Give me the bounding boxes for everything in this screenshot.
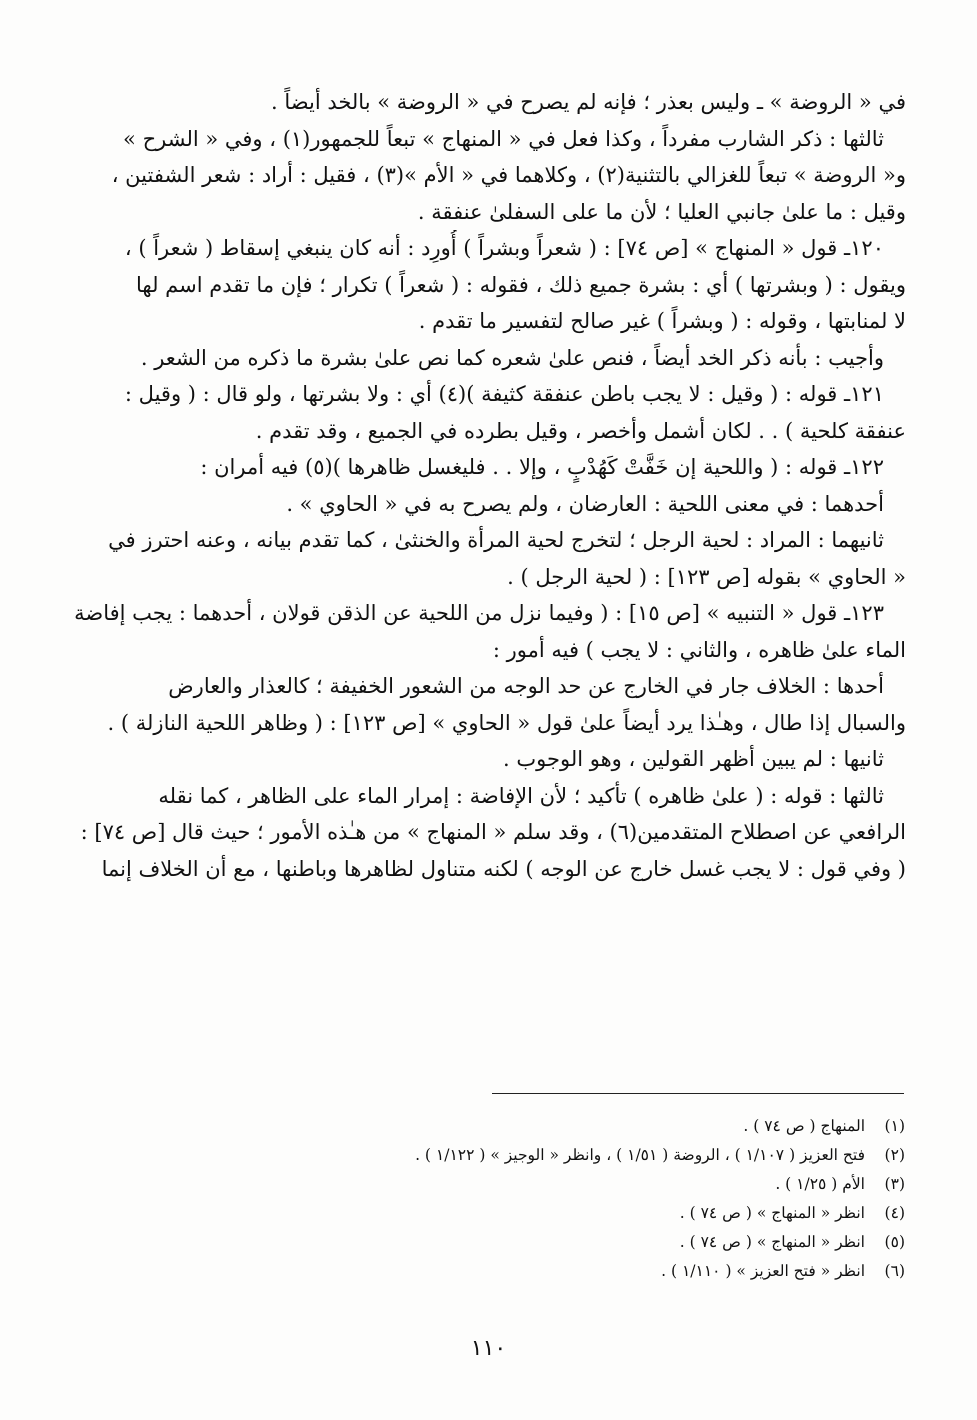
text-line: عنفقة كلحية ) . . لكان أشمل وأخصر ، وقيل بطرده في الجميع ، وقد تقدم . <box>255 418 906 443</box>
text-line: ويقول : ( وبشرتها ) أي : بشرة جميع ذلك ، فقوله : ( شعراً ) تكرار ؛ فإن ما تقدم اسم لها <box>136 272 906 297</box>
footnote-divider <box>492 1093 904 1094</box>
text-line: الماء علىٰ ظاهره ، والثاني : لا يجب ) فيه أمور : <box>492 637 906 662</box>
text-line: ١٢١ـ قوله : ( وقيل : لا يجب باطن عنفقة كثيفة )(٤) أي : ولا بشرتها ، ولو قال : ( وقيل : <box>124 382 884 406</box>
text-line: ( وفي قول : لا يجب غسل خارج عن الوجه ) لكنه متناول لظاهرها وباطنها ، مع أن الخلاف إنما <box>101 856 906 881</box>
main-text <box>70 84 906 887</box>
footnotes <box>255 1112 905 1286</box>
footnote-text: فتح العزيز ( ١/١٠٧ ) ، الروضة ( ١/٥١ ) ، وانظر « الوجيز » ( ١/١٢٢ ) . <box>415 1146 865 1164</box>
text-line: « الحاوي » بقوله [ص ١٢٣] : ( لحية الرجل ) . <box>507 564 906 589</box>
footnote <box>255 1141 905 1170</box>
text-line: ثانيها : لم يبين أظهر القولين ، وهو الوجوب . <box>503 747 884 771</box>
footnote <box>255 1228 905 1257</box>
footnote-text: انظر « المنهاج » ( ص ٧٤ ) . <box>679 1204 865 1222</box>
footnote-number: (٦) <box>884 1262 905 1280</box>
text-line: أحدها : الخلاف جار في الخارج عن حد الوجه من الشعور الخفيفة ؛ كالعذار والعارض <box>168 674 884 698</box>
footnote <box>255 1170 905 1199</box>
footnote-number: (٥) <box>884 1233 905 1251</box>
text-line: و« الروضة » تبعاً للغزالي بالتثنية(٢) ، وكلاهما في « الأم »(٣) ، فقيل : أراد : شعر الشفتين ، <box>111 163 906 187</box>
text-line: ١٢٣ـ قول « التنبيه » [ص ١٥] : ( وفيما نزل من اللحية عن الذقن قولان ، أحدهما : يجب إفاضة <box>74 601 884 625</box>
text-line: وأجيب : بأنه ذكر الخد أيضاً ، فنص علىٰ شعره كما نص علىٰ بشرة ما ذكره من الشعر . <box>140 345 884 370</box>
footnote-text: انظر « المنهاج » ( ص ٧٤ ) . <box>679 1233 865 1251</box>
text-line: الرافعي عن اصطلاح المتقدمين(٦) ، وقد سلم « المنهاج » من هـٰذه الأمور ؛ حيث قال [ص ٧٤] : <box>80 820 906 844</box>
text-line: ١٢٢ـ قوله : ( واللحية إن خَفَّتْ كَهُدْبٍ ، وإلا . . فليغسل ظاهرها )(٥) فيه أمران : <box>200 455 884 479</box>
text-line: ثانيهما : المراد : لحية الرجل ؛ لتخرج لحية المرأة والخنثىٰ ، كما تقدم بيانه ، وعنه احترز في <box>108 528 884 552</box>
footnote-number: (٣) <box>884 1175 905 1193</box>
footnote-text: الأم ( ١/٢٥ ) . <box>775 1175 865 1193</box>
text-line: ١٢٠ـ قول « المنهاج » [ص ٧٤] : ( شعراً وبشراً ) أُورِد : أنه كان ينبغي إسقاط ( شعراً ) ، <box>124 236 884 260</box>
footnote-text: المنهاج ( ص ٧٤ ) . <box>743 1117 865 1135</box>
text-line: والسبال إذا طال ، وهـٰذا يرد أيضاً علىٰ قول « الحاوي » [ص ١٢٣] : ( وظاهر اللحية النازلة ) . <box>107 710 906 735</box>
footnote <box>255 1199 905 1228</box>
text-line: ثالثها : قوله : ( علىٰ ظاهره ) تأكيد ؛ لأن الإفاضة : إمرار الماء على الظاهر ، كما نقله <box>158 783 884 808</box>
footnote-number: (١) <box>884 1117 905 1135</box>
text-line: في « الروضة » ـ وليس بعذر ؛ فإنه لم يصرح في « الروضة » بالخد أيضاً . <box>271 90 906 114</box>
text-line: لا لمنابتها ، وقوله : ( وبشراً ) غير صالح لتفسير ما تقدم . <box>418 309 906 333</box>
footnote <box>255 1257 905 1286</box>
page-number: ١١٠ <box>470 1336 507 1361</box>
footnote-number: (٢) <box>884 1146 905 1164</box>
footnote-number: (٤) <box>884 1204 905 1222</box>
text-line: أحدهما : في معنى اللحية : العارضان ، ولم يصرح به في « الحاوي » . <box>286 491 884 516</box>
text-line: وقيل : ما علىٰ جانبي العليا ؛ لأن ما على السفلىٰ عنفقة . <box>417 199 906 224</box>
footnote <box>255 1112 905 1141</box>
text-line: ثالثها : ذكر الشارب مفرداً ، وكذا فعل في « المنهاج » تبعاً للجمهور(١) ، وفي « الشرح » <box>123 126 884 151</box>
footnote-text: انظر « فتح العزيز » ( ١/١١٠ ) . <box>661 1262 865 1280</box>
